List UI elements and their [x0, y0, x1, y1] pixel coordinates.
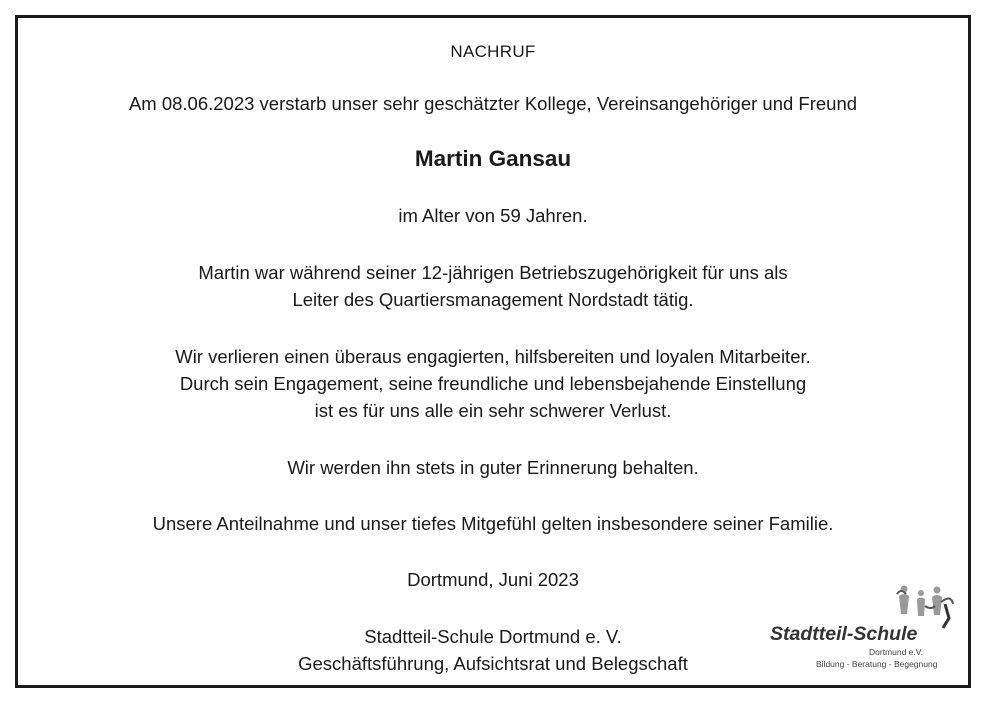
place-date: Dortmund, Juni 2023	[407, 569, 579, 590]
tribute-line-2: Durch sein Engagement, seine freundliche und lebensbejahende Einstellung	[179, 373, 807, 394]
role-line-2: Leiter des Quartiersmanagement Nordstadt tätig.	[292, 289, 694, 310]
logo-title: Stadtteil-Schule	[770, 623, 918, 645]
notice-intro: Am 08.06.2023 verstarb unser sehr geschätzter Kollege, Vereinsangehöriger und Freund	[128, 93, 858, 114]
remembrance-line: Wir werden ihn stets in guter Erinnerung behalten.	[287, 457, 699, 478]
tribute-line-3: ist es für uns alle ein sehr schwerer Verlust.	[314, 400, 672, 421]
notice-heading: NACHRUF	[450, 42, 536, 61]
age-line: im Alter von 59 Jahren.	[398, 205, 588, 226]
logo-tagline: Bildung - Beratung - Begegnung	[816, 659, 938, 669]
deceased-name: Martin Gansau	[414, 146, 572, 171]
signature-line-2: Geschäftsführung, Aufsichtsrat und Belegschaft	[298, 653, 688, 674]
signature-line-1: Stadtteil-Schule Dortmund e. V.	[364, 626, 622, 647]
condolence-line: Unsere Anteilnahme und unser tiefes Mitgefühl gelten insbesondere seiner Familie.	[152, 513, 834, 534]
role-line-1: Martin war während seiner 12-jährigen Betriebszugehörigkeit für uns als	[198, 262, 788, 283]
school-logo	[770, 570, 955, 670]
logo-subtitle: Dortmund e.V.	[869, 647, 924, 657]
tribute-line-1: Wir verlieren einen überaus engagierten, hilfsbereiten und loyalen Mitarbeiter.	[175, 346, 811, 367]
